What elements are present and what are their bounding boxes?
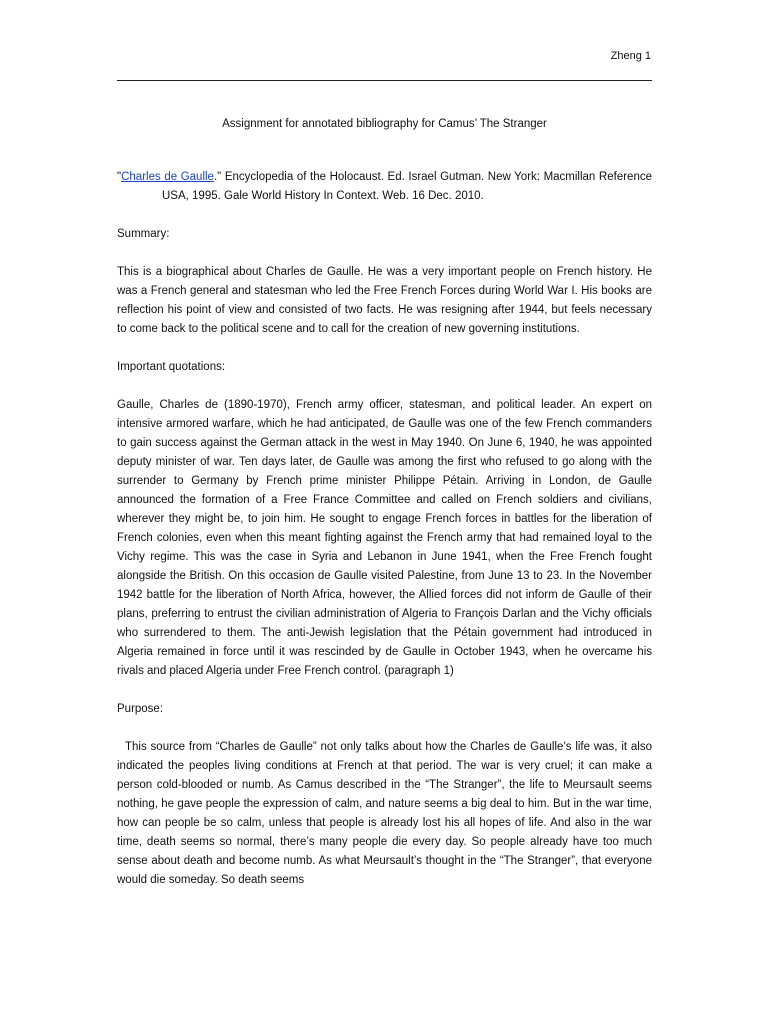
quotations-heading: Important quotations: bbox=[117, 361, 226, 373]
document-body bbox=[117, 115, 652, 909]
citation-text: ." Encyclopedia of the Holocaust. Ed. Israel Gutman. New York: Macmillan Reference USA, 1995. Gale World History In Context. Web. 16 Dec. 2010. bbox=[162, 171, 652, 202]
summary-heading: Summary: bbox=[117, 228, 170, 240]
page-header: Zheng 1 bbox=[610, 50, 651, 62]
citation-link[interactable]: Charles de Gaulle bbox=[121, 171, 214, 183]
quotations-paragraph: Gaulle, Charles de (1890-1970), French army officer, statesman, and political leader. An expert on intensive armored warfare, which he had anticipated, de Gaulle was one of the few French commanders to gain success against the German attack in the west in May 1940. On June 6, 1940, he was appointed deputy minister of war. Ten days later, de Gaulle was among the first who refused to go along with the surrender to Germany by French prime minister Philippe Pétain. Arriving in London, de Gaulle announced the formation of a Free France Committee and called on French soldiers and civilians, wherever they might be, to join him. He sought to engage French forces in battles for the liberation of French colonies, even when this meant fighting against the French army that had remained loyal to the Vichy regime. This was the case in Syria and Lebanon in June 1941, when the Free French fought alongside the British. On this occasion de Gaulle visited Palestine, from June 13 to 23. In the November 1942 battle for the liberation of North Africa, however, the Allied forces did not inform de Gaulle of their plans, preferring to entrust the civilian administration of Algeria to François Darlan and the Vichy officials who surrendered to them. The anti-Jewish legislation that the Pétain government had introduced in Algeria remained in force until it was rescinded by de Gaulle in October 1943, when he overcame his rivals and placed Algeria under Free French control. (paragraph 1) bbox=[117, 399, 652, 677]
header-rule bbox=[117, 80, 652, 81]
citation bbox=[117, 168, 652, 206]
summary-paragraph: This is a biographical about Charles de Gaulle. He was a very important people on French history. He was a French general and statesman who led the Free French Forces during World War I. His books are reflection his point of view and consisted of two facts. He was resigning after 1944, but feels necessary to come back to the political scene and to call for the creation of new governing institutions. bbox=[117, 266, 652, 335]
citation-open-quote: " bbox=[117, 171, 122, 183]
page-title: Assignment for annotated bibliography for Camus’ The Stranger bbox=[222, 118, 547, 130]
purpose-heading: Purpose: bbox=[117, 703, 164, 715]
purpose-paragraph: This source from “Charles de Gaulle” not only talks about how the Charles de Gaulle’s life was, it also indicated the peoples living conditions at French at that period. The war is very cruel; it can make a person cold-blooded or numb. As Camus described in the “The Stranger”, the life to Meursault seems nothing, he gave people the expression of calm, and nature seems a big deal to him. But in the war time, how can people be so calm, unless that people is already lost his all hopes of life. And also in the war time, death seems so normal, there’s many people die every day. So people already have too much sense about death and become numb. As what Meursault’s thought in the “The Stranger”, that everyone would die someday. So death seems bbox=[117, 741, 652, 886]
